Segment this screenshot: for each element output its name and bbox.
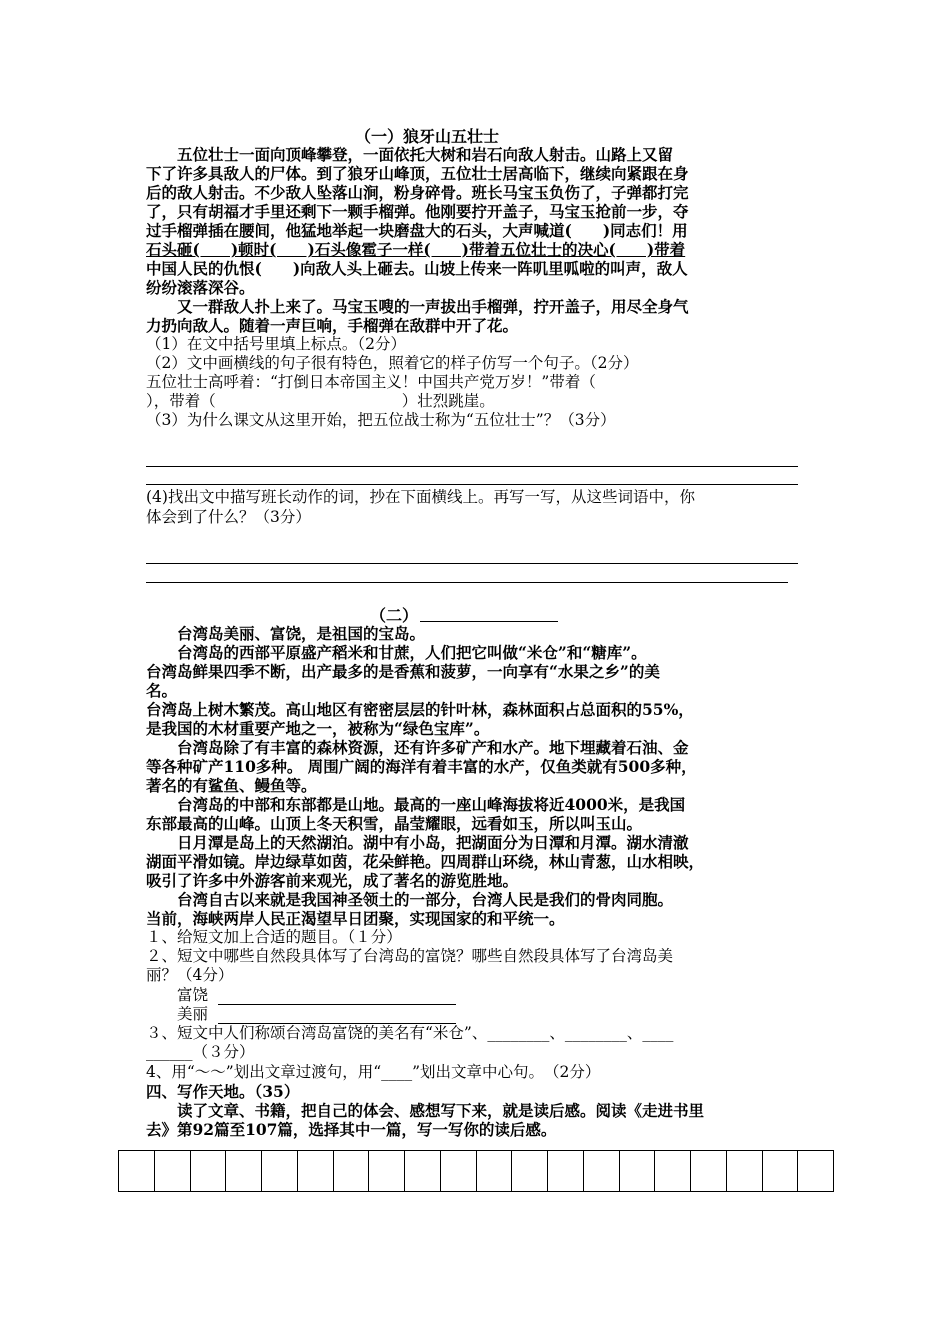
writing-cell[interactable] <box>512 1150 548 1192</box>
writing-grid[interactable] <box>118 1150 834 1192</box>
question-1-4-line2: 体会到了什么？（3分） <box>146 508 311 526</box>
answer-line[interactable] <box>146 466 798 467</box>
question-1-2-line1: 五位壮士高呼着：“打倒日本帝国主义！中国共产党万岁！”带着（ <box>146 373 658 391</box>
passage-line: 过手榴弹插在腰间，他猛地举起一块磨盘大的石头，大声喊道( )同志们！用 <box>146 221 688 240</box>
section2-title: （二） <box>370 606 419 625</box>
question-2-2-line1: ２、短文中哪些自然段具体写了台湾岛的富饶？哪些自然段具体写了台湾岛美 <box>146 947 674 965</box>
question-2-1: １、给短文加上合适的题目。（１分） <box>146 928 402 946</box>
answer-line[interactable] <box>146 563 798 564</box>
section1-title: （一）狼牙山五壮士 <box>355 127 500 146</box>
question-1-3: （3）为什么课文从这里开始，把五位战士称为“五位壮士”？（3分） <box>146 411 616 429</box>
question-1-2: （2）文中画横线的句子很有特色，照着它的样子仿写一个句子。（2分） <box>146 354 639 372</box>
writing-cell[interactable] <box>727 1150 763 1192</box>
section4-instruction-line1: 读了文章、书籍，把自己的体会、感想写下来，就是读后感。阅读《走进书里 <box>146 1101 705 1120</box>
passage-line: 当前，海峡两岸人民正渴望早日团聚，实现国家的和平统一。 <box>146 909 565 928</box>
answer-line[interactable] <box>146 484 798 485</box>
writing-cell[interactable] <box>655 1150 691 1192</box>
writing-cell[interactable] <box>405 1150 441 1192</box>
passage-line-underlined: 石头砸( )顿时( )石头像雹子一样( )带着五位壮士的决心( )带着 <box>146 240 686 259</box>
writing-cell[interactable] <box>369 1150 405 1192</box>
writing-cell[interactable] <box>798 1150 834 1192</box>
beauty-label: 美丽 <box>146 1005 209 1023</box>
passage-line: 著名的有鲨鱼、鳗鱼等。 <box>146 776 317 795</box>
section4-title: 四、写作天地。（35） <box>146 1082 300 1101</box>
passage-line: 了，只有胡福才手里还剩下一颗手榴弹。他刚要拧开盖子，马宝玉抢前一步，夺 <box>146 202 689 221</box>
passage-line: 纷纷滚落深谷。 <box>146 278 255 297</box>
passage-line: 台湾岛除了有丰富的森林资源，还有许多矿产和水产。地下埋藏着石油、金 <box>146 738 689 757</box>
writing-cell[interactable] <box>763 1150 799 1192</box>
passage-line: 吸引了许多中外游客前来观光，成了著名的游览胜地。 <box>146 871 519 890</box>
writing-cell[interactable] <box>441 1150 477 1192</box>
question-2-3-line2: ______（３分） <box>146 1043 255 1061</box>
passage-line: 湖面平滑如镜。岸边绿草如茵，花朵鲜艳。四周群山环绕，林山青葱，山水相映， <box>146 852 705 871</box>
passage-line: 台湾岛美丽、富饶，是祖国的宝岛。 <box>146 624 426 643</box>
passage-line: 是我国的木材重要产地之一，被称为“绿色宝库”。 <box>146 719 490 738</box>
writing-cell[interactable] <box>620 1150 656 1192</box>
section4-instruction-line2: 去》第92篇至107篇，选择其中一篇，写一写你的读后感。 <box>146 1120 557 1139</box>
passage-line: 台湾自古以来就是我国神圣领土的一部分，台湾人民是我们的骨肉同胞。 <box>146 890 674 909</box>
writing-cell[interactable] <box>119 1150 155 1192</box>
passage-line: 台湾岛上树木繁茂。高山地区有密密层层的针叶林，森林面积占总面积的55%， <box>146 700 694 719</box>
writing-cell[interactable] <box>155 1150 191 1192</box>
writing-cell[interactable] <box>262 1150 298 1192</box>
question-1-2-line2: ），带着（ ）壮烈跳崖。 <box>146 392 495 410</box>
question-2-4: 4、用“～～”划出文章过渡句，用“____”划出文章中心句。 （2分） <box>146 1063 601 1081</box>
writing-cell[interactable] <box>298 1150 334 1192</box>
passage-line: 日月潭是岛上的天然湖泊。湖中有小岛，把湖面分为日潭和月潭。湖水清澈 <box>146 833 689 852</box>
question-1-1: （1）在文中括号里填上标点。（2分） <box>146 335 406 353</box>
answer-line[interactable] <box>146 582 788 583</box>
writing-cell[interactable] <box>691 1150 727 1192</box>
rich-label: 富饶 <box>146 986 209 1004</box>
passage-line: 中国人民的仇恨( )向敌人头上砸去。山坡上传来一阵叽里呱啦的叫声，敌人 <box>146 259 688 278</box>
writing-cell[interactable] <box>548 1150 584 1192</box>
passage-line: 东部最高的山峰。山顶上冬天积雪，晶莹耀眼，远看如玉，所以叫玉山。 <box>146 814 643 833</box>
writing-cell[interactable] <box>334 1150 370 1192</box>
passage-line: 力扔向敌人。随着一声巨响，手榴弹在敌群中开了花。 <box>146 316 519 335</box>
passage-line: 名。 <box>146 681 178 700</box>
writing-cell[interactable] <box>191 1150 227 1192</box>
question-2-3-line1: ３、短文中人们称颂台湾岛富饶的美名有“米仓”、________、________、____ <box>146 1024 674 1042</box>
question-1-4-line1: (4)找出文中描写班长动作的词，抄在下面横线上。再写一写，从这些词语中，你 <box>146 488 695 506</box>
passage-line: 五位壮士一面向顶峰攀登，一面依托大树和岩石向敌人射击。山路上又留 <box>146 145 674 164</box>
passage-line: 台湾岛鲜果四季不断，出产最多的是香蕉和菠萝，一向享有“水果之乡”的美 <box>146 662 660 681</box>
writing-cell[interactable] <box>584 1150 620 1192</box>
writing-cell[interactable] <box>477 1150 513 1192</box>
passage-line: 下了许多具敌人的尸体。到了狼牙山峰顶，五位壮士居高临下，继续向紧跟在身 <box>146 164 689 183</box>
question-2-2-line2: 丽？（4分） <box>146 966 234 984</box>
passage-line: 等各种矿产110多种。 周围广阔的海洋有着丰富的水产，仅鱼类就有500多种， <box>146 757 697 776</box>
title-blank[interactable] <box>420 621 558 622</box>
passage-line: 后的敌人射击。不少敌人坠落山涧，粉身碎骨。班长马宝玉负伤了，子弹都打完 <box>146 183 689 202</box>
passage-line: 台湾岛的中部和东部都是山地。最高的一座山峰海拔将近4000米，是我国 <box>146 795 686 814</box>
passage-line: 又一群敌人扑上来了。马宝玉嗖的一声拔出手榴弹，拧开盖子，用尽全身气 <box>146 297 689 316</box>
passage-line: 台湾岛的西部平原盛产稻米和甘蔗，人们把它叫做“米仓”和“糖库”。 <box>146 643 647 662</box>
writing-cell[interactable] <box>226 1150 262 1192</box>
